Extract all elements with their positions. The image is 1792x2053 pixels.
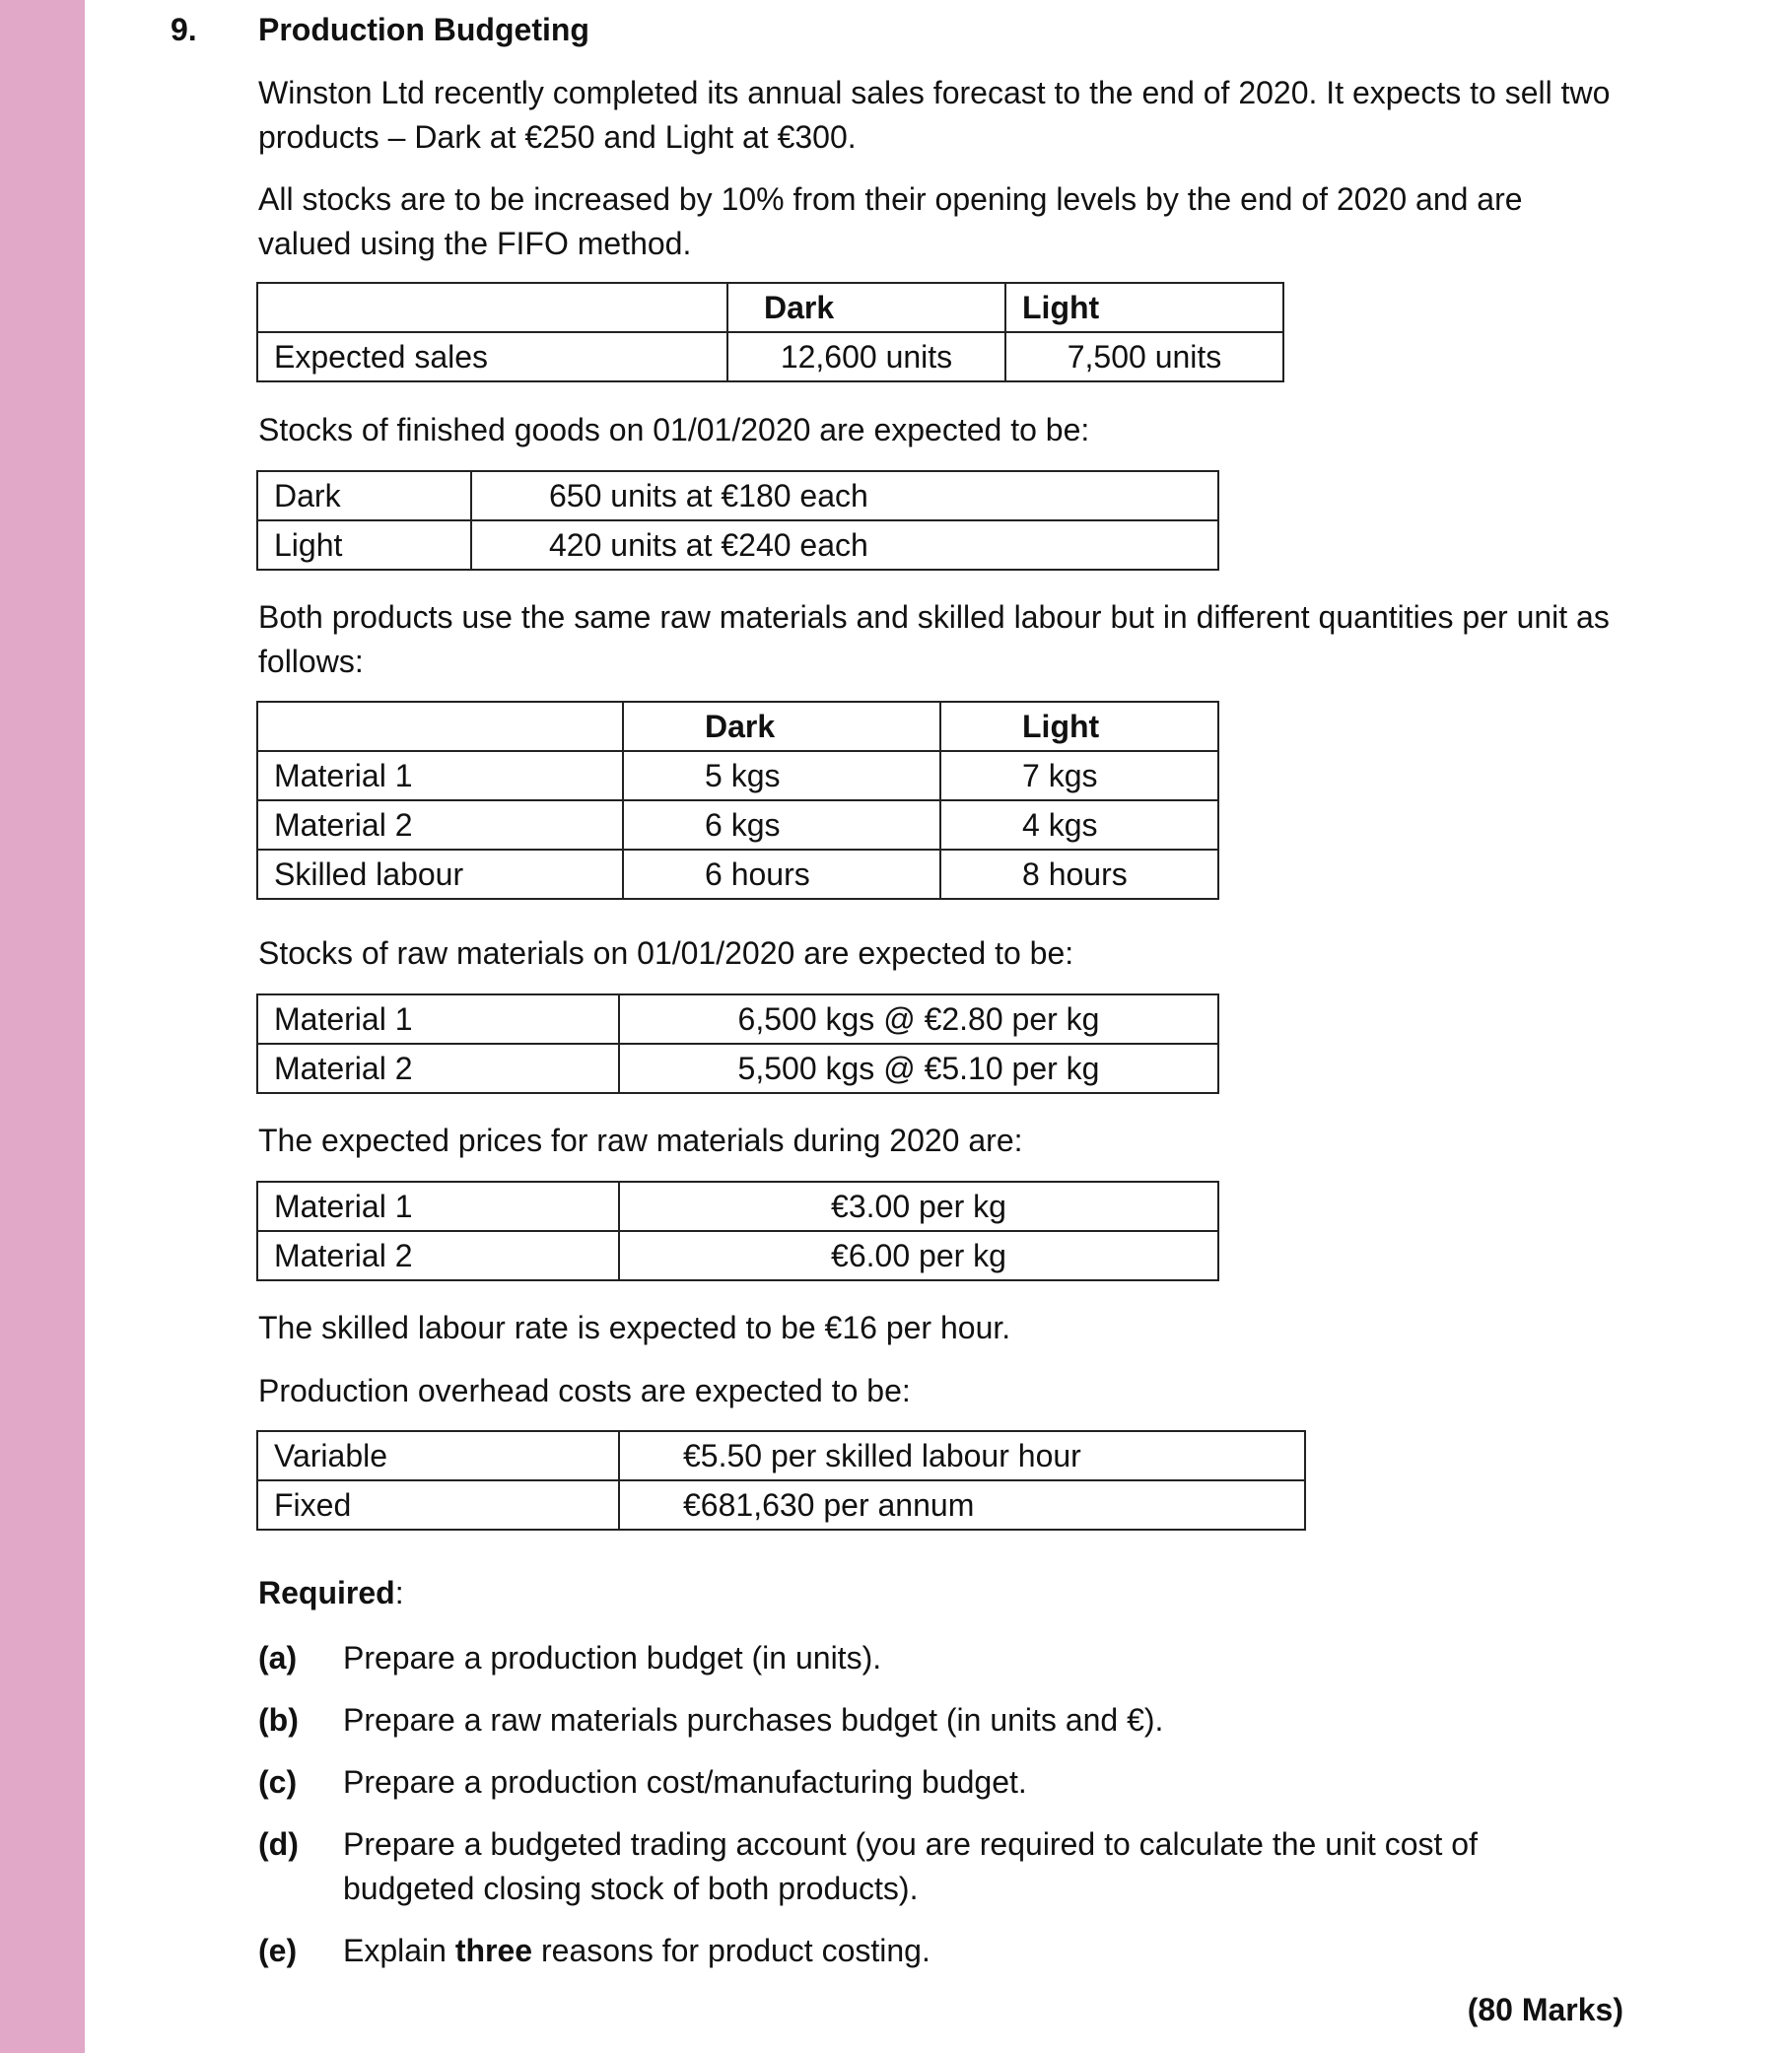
item-label: (a) (258, 1640, 298, 1676)
item-text: Prepare a production cost/manufacturing budget. (343, 1764, 1027, 1800)
overheads-heading: Production overhead costs are expected to be: (258, 1373, 911, 1408)
table-row (257, 520, 1218, 570)
table-cell: 5 kgs (623, 751, 940, 800)
item-text: Prepare a budgeted trading account (you are required to calculate the unit cost of budgeted closing stock of both products). (343, 1826, 1478, 1906)
table-cell: 7 kgs (940, 751, 1218, 800)
item-text-start: Explain (343, 1933, 455, 1968)
raw-stocks-heading: Stocks of raw materials on 01/01/2020 are expected to be: (258, 935, 1074, 971)
row-label: Material 1 (257, 1182, 619, 1231)
table-cell: 6 kgs (623, 800, 940, 850)
total-marks: (80 Marks) (1467, 1992, 1623, 2027)
table-cell: €6.00 per kg (619, 1231, 1218, 1280)
prices-table (256, 1181, 1219, 1281)
table-cell (257, 283, 727, 332)
row-label: Variable (257, 1431, 619, 1480)
row-label: Dark (257, 471, 471, 520)
table-cell: 5,500 kgs @ €5.10 per kg (619, 1044, 1218, 1093)
finished-goods-table (256, 470, 1219, 571)
table-cell: €681,630 per annum (619, 1480, 1305, 1530)
table-row (257, 1182, 1218, 1231)
required-colon: : (394, 1575, 404, 1610)
item-text: Prepare a production budget (in units). (343, 1640, 882, 1676)
item-text-emphasis: three (454, 1933, 533, 1968)
question-title: Production Budgeting (258, 12, 589, 47)
item-label: (c) (258, 1764, 298, 1800)
row-label: Material 1 (257, 751, 623, 800)
row-label: Material 2 (257, 1231, 619, 1280)
table-row (257, 994, 1218, 1044)
prices-heading: The expected prices for raw materials during 2020 are: (258, 1123, 1023, 1158)
row-label: Light (257, 520, 471, 570)
row-label: Skilled labour (257, 850, 623, 899)
item-label: (b) (258, 1702, 299, 1738)
item-text-end: reasons for product costing. (532, 1933, 930, 1968)
table-cell: 420 units at €240 each (471, 520, 1218, 570)
table-cell: 6,500 kgs @ €2.80 per kg (619, 994, 1218, 1044)
table-cell: 12,600 units (727, 332, 1005, 381)
item-text: Prepare a raw materials purchases budget (in units and €). (343, 1702, 1164, 1738)
row-label: Expected sales (257, 332, 727, 381)
intro-paragraph-1: Winston Ltd recently completed its annual sales forecast to the end of 2020. It expects to sell two products – Dark at €250 and Light at €300. (258, 75, 1611, 155)
table-row (257, 850, 1218, 899)
table-row (257, 1044, 1218, 1093)
item-text (343, 1929, 1615, 1973)
table-row (257, 800, 1218, 850)
table-cell: €5.50 per skilled labour hour (619, 1431, 1305, 1480)
row-label: Material 1 (257, 994, 619, 1044)
table-row (257, 1480, 1305, 1530)
page-margin-band (0, 0, 85, 2053)
overheads-table (256, 1430, 1306, 1531)
table-row (257, 702, 1218, 751)
table-row (257, 283, 1283, 332)
table-row (257, 332, 1283, 381)
usage-heading: Both products use the same raw materials and skilled labour but in different quantities per unit as follows: (258, 599, 1610, 679)
table-cell: 7,500 units (1005, 332, 1283, 381)
table-cell: €3.00 per kg (619, 1182, 1218, 1231)
table-cell: 650 units at €180 each (471, 471, 1218, 520)
column-header-dark: Dark (623, 702, 940, 751)
column-header-light: Light (1005, 283, 1283, 332)
table-cell: 4 kgs (940, 800, 1218, 850)
sales-table (256, 282, 1284, 382)
required-heading (258, 1575, 404, 1611)
raw-stocks-table (256, 993, 1219, 1094)
labour-rate-text: The skilled labour rate is expected to be €16 per hour. (258, 1310, 1011, 1345)
row-label: Material 2 (257, 800, 623, 850)
row-label: Material 2 (257, 1044, 619, 1093)
required-label: Required (258, 1575, 395, 1610)
item-label: (d) (258, 1826, 299, 1862)
column-header-dark: Dark (727, 283, 1005, 332)
item-label: (e) (258, 1933, 298, 1968)
table-cell: 8 hours (940, 850, 1218, 899)
table-row (257, 751, 1218, 800)
column-header-light: Light (940, 702, 1218, 751)
finished-goods-heading: Stocks of finished goods on 01/01/2020 are expected to be: (258, 412, 1090, 447)
table-row (257, 471, 1218, 520)
table-row (257, 1431, 1305, 1480)
table-cell (257, 702, 623, 751)
usage-table (256, 701, 1219, 900)
table-row (257, 1231, 1218, 1280)
table-cell: 6 hours (623, 850, 940, 899)
intro-paragraph-2: All stocks are to be increased by 10% from their opening levels by the end of 2020 and are valued using the FIFO method. (258, 181, 1523, 261)
row-label: Fixed (257, 1480, 619, 1530)
question-number: 9. (171, 12, 197, 47)
